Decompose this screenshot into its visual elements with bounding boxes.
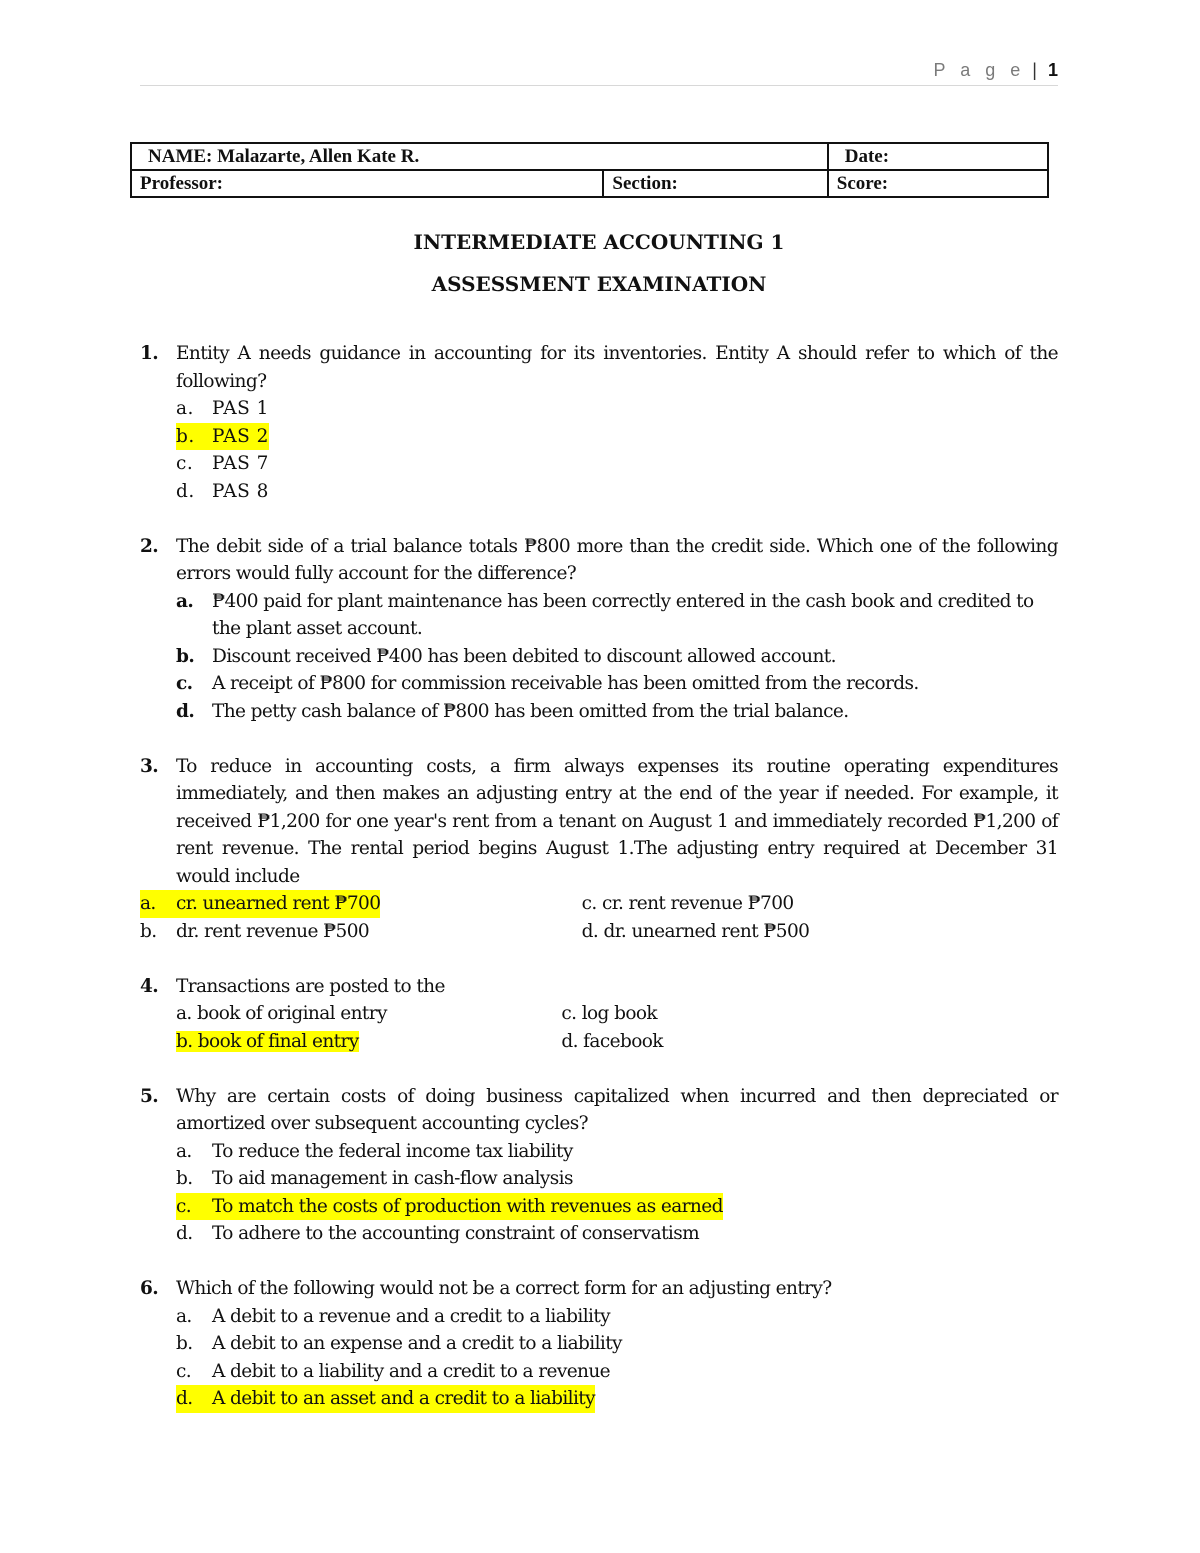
question-text: To reduce in accounting costs, a firm always expenses its routine operating expenditures immediately, and then makes an adjusting entry at the end of the year if needed. For example, it received ₱1,200 for one year's rent from a tenant on August 1 and immediately recorded ₱1,200 of rent revenue. The rental period begins August 1.The adjusting entry required at December 31 would include — [176, 755, 1058, 887]
option: d. To adhere to the accounting constraint of conservatism — [176, 1223, 700, 1244]
question-2 — [140, 533, 1058, 726]
question-text: Entity A needs guidance in accounting for its inventories. Entity A should refer to which of the following? — [176, 343, 1058, 392]
options-row — [140, 890, 1058, 918]
question-number: 4. — [140, 975, 159, 997]
question-6 — [140, 1275, 1058, 1413]
option: a. ₱400 paid for plant maintenance has been correctly entered in the cash book and credited to the plant asset account. — [176, 590, 1034, 639]
option: b. Discount received ₱400 has been debited to discount allowed account. — [176, 645, 836, 667]
question-text: Which of the following would not be a correct form for an adjusting entry? — [176, 1278, 832, 1299]
option: b. dr. rent revenue ₱500 — [140, 920, 370, 942]
option: b. To aid management in cash-flow analysis — [176, 1168, 573, 1189]
option: c. A debit to a liability and a credit to a revenue — [176, 1360, 611, 1382]
question-5 — [140, 1083, 1058, 1248]
option: a. PAS 1 — [176, 398, 269, 419]
professor-cell: Professor: — [131, 170, 603, 197]
option: c. A receipt of ₱800 for commission receivable has been omitted from the records. — [176, 673, 919, 694]
page-number: 1 — [1047, 60, 1058, 80]
options-row — [176, 1000, 1058, 1028]
question-text: Transactions are posted to the — [176, 975, 445, 997]
question-number: 5. — [140, 1085, 159, 1107]
option: a. A debit to a revenue and a credit to a liability — [176, 1305, 611, 1327]
question-text: Why are certain costs of doing business capitalized when incurred and then depreciated or amortized over subsequent accounting cycles? — [176, 1085, 1058, 1134]
date-cell: Date: — [828, 143, 1048, 170]
option: d. PAS 8 — [176, 480, 269, 502]
option-answer: d. A debit to an asset and a credit to a liability — [176, 1385, 1058, 1413]
question-4 — [140, 973, 1058, 1056]
score-cell: Score: — [828, 170, 1048, 197]
option-answer: b. PAS 2 — [176, 423, 1058, 451]
option-answer: a. cr. unearned rent ₱700 — [140, 890, 546, 918]
option: c. cr. rent revenue ₱700 — [581, 893, 794, 914]
page-separator: | — [1032, 60, 1037, 80]
name-cell: NAME: Malazarte, Allen Kate R. — [131, 143, 828, 170]
option: a. book of original entry — [176, 1003, 387, 1024]
question-number: 2. — [140, 535, 159, 557]
option: c. PAS 7 — [176, 453, 269, 474]
page-word: P a g e — [933, 60, 1026, 80]
question-number: 3. — [140, 755, 159, 777]
option: a. To reduce the federal income tax liability — [176, 1140, 573, 1162]
exam-title: ASSESSMENT EXAMINATION — [431, 272, 767, 296]
question-number: 6. — [140, 1278, 159, 1299]
page-header — [140, 60, 1058, 86]
options-row — [140, 918, 1058, 946]
section-cell: Section: — [603, 170, 827, 197]
option: b. A debit to an expense and a credit to a liability — [176, 1333, 622, 1354]
options-row — [176, 1028, 1058, 1056]
question-text: The debit side of a trial balance totals ₱800 more than the credit side. Which one of the following errors would fully account for the difference? — [176, 535, 1058, 584]
option: c. log book — [561, 1003, 658, 1024]
course-title: INTERMEDIATE ACCOUNTING 1 — [413, 230, 785, 254]
questions-list — [140, 340, 1058, 1440]
option: d. facebook — [561, 1030, 663, 1052]
option: d. The petty cash balance of ₱800 has been omitted from the trial balance. — [176, 700, 849, 722]
question-3 — [140, 753, 1058, 946]
option-answer: b. book of final entry — [176, 1030, 359, 1052]
question-number: 1. — [140, 343, 159, 364]
question-1 — [140, 340, 1058, 505]
student-info-table — [130, 142, 1049, 198]
option: d. dr. unearned rent ₱500 — [581, 920, 810, 942]
option-answer: c. To match the costs of production with revenues as earned — [176, 1193, 1058, 1221]
